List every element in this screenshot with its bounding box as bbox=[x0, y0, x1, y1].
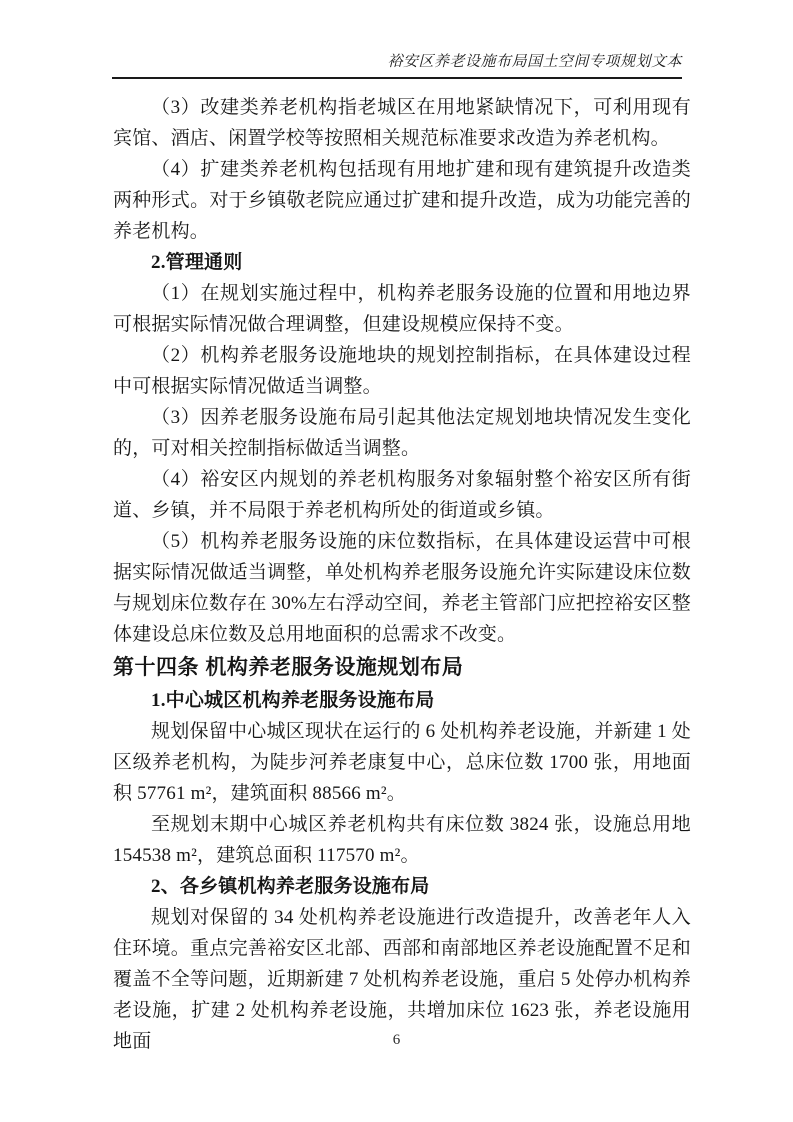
page-header bbox=[112, 52, 682, 79]
paragraph-townships-1: 规划对保留的 34 处机构养老设施进行改造提升，改善老年人入住环境。重点完善裕安区北部、西部和南部地区养老设施配置不足和覆盖不全等问题，近期新建 7 处机构养老设施，重启 5 处停办机构养老设施，扩建 2 处机构养老设施，共增加床位 1623 张，养老设施用地面 bbox=[113, 907, 691, 1052]
article-heading-14: 第十四条 机构养老服务设施规划布局 bbox=[113, 656, 464, 679]
paragraph-rebuild-type: （3）改建类养老机构指老城区在用地紧缺情况下，可利用现有宾馆、酒店、闲置学校等按照相关规范标准要求改造为养老机构。 bbox=[113, 97, 691, 149]
running-header-title: 裕安区养老设施布局国土空间专项规划文本 bbox=[387, 54, 682, 70]
paragraph-expand-type: （4）扩建类养老机构包括现有用地扩建和现有建筑提升改造类两种形式。对于乡镇敬老院应通过扩建和提升改造，成为功能完善的养老机构。 bbox=[113, 159, 691, 242]
paragraph-central-city-2: 至规划末期中心城区养老机构共有床位数 3824 张，设施总用地 154538 m²，建筑总面积 117570 m²。 bbox=[113, 814, 691, 866]
paragraph-rule-3: （3）因养老服务设施布局引起其他法定规划地块情况发生变化的，可对相关控制指标做适当调整。 bbox=[113, 407, 691, 459]
paragraph-rule-5: （5）机构养老服务设施的床位数指标，在具体建设运营中可根据实际情况做适当调整，单处机构养老服务设施允许实际建设床位数与规划床位数存在 30%左右浮动空间，养老主管部门应把控裕安区整体建设总床位数及总用地面积的总需求不改变。 bbox=[113, 531, 691, 645]
subsection-heading-central-city: 1.中心城区机构养老服务设施布局 bbox=[151, 690, 435, 711]
paragraph-rule-2: （2）机构养老服务设施地块的规划控制指标，在具体建设过程中可根据实际情况做适当调整。 bbox=[113, 345, 691, 397]
page-footer bbox=[0, 1032, 793, 1049]
paragraph-central-city-1: 规划保留中心城区现状在运行的 6 处机构养老设施，并新建 1 处区级养老机构，为陡步河养老康复中心，总床位数 1700 张，用地面积 57761 m²，建筑面积 88566 m²。 bbox=[113, 721, 691, 804]
subsection-heading-management-rules: 2.管理通则 bbox=[151, 252, 243, 273]
subsection-heading-townships: 2、各乡镇机构养老服务设施布局 bbox=[151, 876, 430, 897]
page-number: 6 bbox=[392, 1032, 401, 1048]
paragraph-rule-4: （4）裕安区内规划的养老机构服务对象辐射整个裕安区所有街道、乡镇，并不局限于养老机构所处的街道或乡镇。 bbox=[113, 469, 691, 521]
paragraph-rule-1: （1）在规划实施过程中，机构养老服务设施的位置和用地边界可根据实际情况做合理调整，但建设规模应保持不变。 bbox=[113, 283, 691, 335]
document-body bbox=[113, 92, 691, 1057]
header-rule bbox=[112, 77, 682, 79]
